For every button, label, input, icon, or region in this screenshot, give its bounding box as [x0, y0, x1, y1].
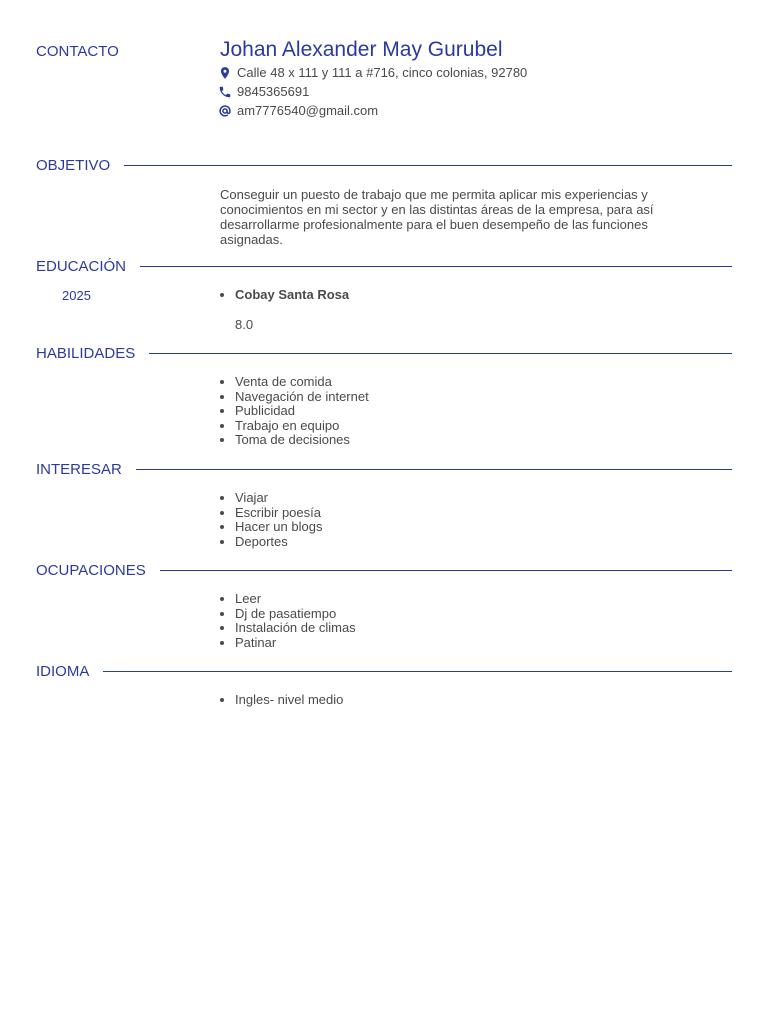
list-item: • Toma de decisiones: [235, 433, 369, 448]
phone-text: 9845365691: [237, 84, 310, 99]
section-divider: [136, 469, 732, 470]
address-text: Calle 48 x 111 y 111 a #716, cinco colonias, 92780: [237, 65, 528, 80]
section-divider: [103, 671, 732, 672]
skills-list: [220, 375, 369, 448]
interesar-section-header: [36, 461, 732, 478]
section-title: OCUPACIONES: [36, 562, 146, 579]
educacion-section-header: [36, 258, 732, 275]
section-title: IDIOMA: [36, 663, 90, 680]
phone-line: [217, 84, 309, 99]
section-title: OBJETIVO: [36, 157, 111, 174]
section-title: HABILIDADES: [36, 345, 136, 362]
education-year: 2025: [62, 288, 91, 303]
section-divider: [140, 266, 732, 267]
contact-heading: CONTACTO: [36, 43, 119, 60]
section-divider: [149, 353, 732, 354]
list-item: • Venta de comida: [235, 375, 369, 390]
list-item: • Publicidad: [235, 404, 369, 419]
section-divider: [160, 570, 732, 571]
section-title: INTERESAR: [36, 461, 122, 478]
list-item: • Navegación de internet: [235, 390, 369, 405]
section-title: EDUCACIÓN: [36, 258, 127, 275]
list-item: • Dj de pasatiempo: [235, 607, 356, 622]
at-sign-icon: [217, 103, 232, 118]
list-item: • Leer: [235, 592, 356, 607]
candidate-name: Johan Alexander May Gurubel: [220, 38, 503, 61]
phone-icon: [217, 84, 232, 99]
interests-list: [220, 491, 322, 549]
list-item: • Instalación de climas: [235, 621, 356, 636]
list-item: • Viajar: [235, 491, 322, 506]
list-item: • Ingles- nivel medio: [235, 693, 343, 708]
address-line: [217, 65, 527, 80]
list-item: • Hacer un blogs: [235, 520, 322, 535]
email-line: [217, 103, 378, 118]
list-item: • Trabajo en equipo: [235, 419, 369, 434]
school-name: • Cobay Santa Rosa: [235, 288, 349, 303]
habilidades-section-header: [36, 345, 732, 362]
ocupaciones-section-header: [36, 562, 732, 579]
languages-list: [220, 693, 343, 708]
list-item: • Patinar: [235, 636, 356, 651]
objetivo-section-header: [36, 157, 732, 174]
objetivo-text: Conseguir un puesto de trabajo que me permita aplicar mis experiencias y conocimientos en mi sector y en las distintas áreas de la empresa, para así desarrollarme profesionalmente para el buen desempeño de las funciones asignadas.: [220, 187, 654, 247]
map-pin-icon: [217, 65, 232, 80]
section-divider: [124, 165, 732, 166]
idioma-section-header: [36, 663, 732, 680]
list-item: • Escribir poesía: [235, 506, 322, 521]
education-grade: 8.0: [235, 317, 254, 332]
occupations-list: [220, 592, 356, 650]
email-text: am7776540@gmail.com: [237, 103, 379, 118]
list-item: • Deportes: [235, 535, 322, 550]
education-list: [220, 288, 349, 303]
